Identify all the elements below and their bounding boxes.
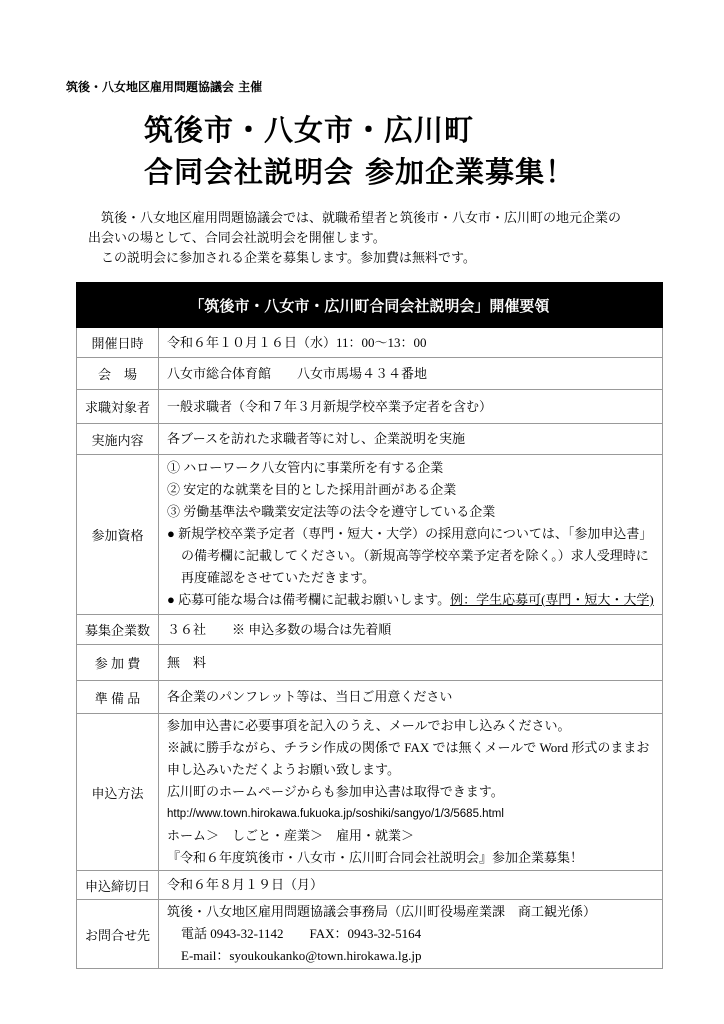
row-value	[159, 900, 663, 969]
row-qualification	[77, 455, 663, 615]
row-label: 参 加 費	[77, 645, 159, 681]
intro	[88, 208, 648, 268]
row-method	[77, 714, 663, 871]
homepage-url-link[interactable]: http://www.town.hirokawa.fukuoka.jp/soshiki/sangyo/1/3/5685.html	[167, 808, 504, 820]
row-value: 各企業のパンフレット等は、当日ご用意ください	[159, 681, 663, 714]
row-label: 求職対象者	[77, 390, 159, 424]
row-deadline	[77, 871, 663, 900]
row-fee	[77, 645, 663, 681]
row-label: 会 場	[77, 358, 159, 390]
homepage-page-title: 『令和６年度筑後市・八女市・広川町合同会社説明会』参加企業募集！	[167, 850, 584, 865]
row-value: 令和６年８月１９日（月）	[159, 871, 663, 900]
qualification-line: ③ 労働基準法や職業安定法等の法令を遵守している企業	[167, 504, 496, 519]
intro-line: 筑後・八女地区雇用問題協議会では、就職希望者と筑後市・八女市・広川町の地元企業の	[88, 210, 622, 225]
row-value: 令和６年１０月１６日（水）11：00～13：00	[159, 328, 663, 358]
row-value	[159, 714, 663, 871]
qualification-line: ② 安定的な就業を目的とした採用計画がある企業	[167, 482, 457, 497]
row-value: ３６社 ※ 申込多数の場合は先着順	[159, 615, 663, 645]
qualification-line: ① ハローワーク八女管内に事業所を有する企業	[167, 460, 444, 475]
qualification-line: の備考欄に記載してください。（新規高等学校卒業予定者を除く。）求人受理時に	[181, 548, 649, 563]
method-line: 広川町のホームページからも参加申込書は取得できます。	[167, 784, 504, 799]
event-details-table	[76, 282, 663, 969]
row-label: 実施内容	[77, 424, 159, 455]
intro-line: この説明会に参加される企業を募集します。参加費は無料です。	[88, 250, 476, 265]
organizer: 筑後・八女地区雇用問題協議会 主催	[66, 80, 263, 94]
row-label: 参加資格	[77, 455, 159, 615]
row-label: 申込方法	[77, 714, 159, 871]
row-label: お問合せ先	[77, 900, 159, 969]
row-count	[77, 615, 663, 645]
row-value: 一般求職者（令和７年３月新規学校卒業予定者を含む）	[159, 390, 663, 424]
row-label: 募集企業数	[77, 615, 159, 645]
table-header: 「筑後市・八女市・広川町合同会社説明会」開催要領	[77, 283, 663, 328]
row-target	[77, 390, 663, 424]
row-value: 各ブースを訪れた求職者等に対し、企業説明を実施	[159, 424, 663, 455]
method-line: 申し込みいただくようお願い致します。	[167, 762, 400, 777]
row-content	[77, 424, 663, 455]
homepage-nav-path: ホーム＞ しごと・産業＞ 雇用・就業＞	[167, 828, 415, 843]
row-venue	[77, 358, 663, 390]
row-date	[77, 328, 663, 358]
row-label: 開催日時	[77, 328, 159, 358]
page-title-line2: 合同会社説明会 参加企業募集！	[144, 155, 576, 189]
row-value: 八女市総合体育館 八女市馬場４３４番地	[159, 358, 663, 390]
contact-phone: 電話 0943-32-1142 FAX：0943-32-5164	[181, 926, 422, 941]
row-prep	[77, 681, 663, 714]
qualification-line: 再度確認をさせていただきます。	[181, 570, 375, 585]
qualification-line	[167, 589, 654, 611]
row-label: 準 備 品	[77, 681, 159, 714]
page-title-line1: 筑後市・八女市・広川町	[144, 113, 475, 147]
row-value	[159, 455, 663, 615]
intro-line: 出会いの場として、合同会社説明会を開催します。	[88, 230, 386, 245]
row-contact	[77, 900, 663, 969]
contact-office: 筑後・八女地区雇用問題協議会事務局（広川町役場産業課 商工観光係）	[167, 904, 597, 919]
row-value: 無 料	[159, 645, 663, 681]
method-line: 参加申込書に必要事項を記入のうえ、メールでお申し込みください。	[167, 718, 571, 733]
contact-email-link[interactable]: E-mail：syoukoukanko@town.hirokawa.lg.jp	[181, 948, 422, 963]
qualification-line: ● 新規学校卒業予定者（専門・短大・大学）の採用意向については、「参加申込書」	[167, 526, 653, 541]
method-line: ※誠に勝手ながら、チラシ作成の関係で FAX では無くメールで Word 形式のままお	[167, 740, 650, 755]
row-label: 申込締切日	[77, 871, 159, 900]
qualification-text: ● 応募可能な場合は備考欄に記載お願いします。	[167, 592, 451, 607]
qualification-example: 例：学生応募可(専門・短大・大学)	[450, 592, 654, 607]
